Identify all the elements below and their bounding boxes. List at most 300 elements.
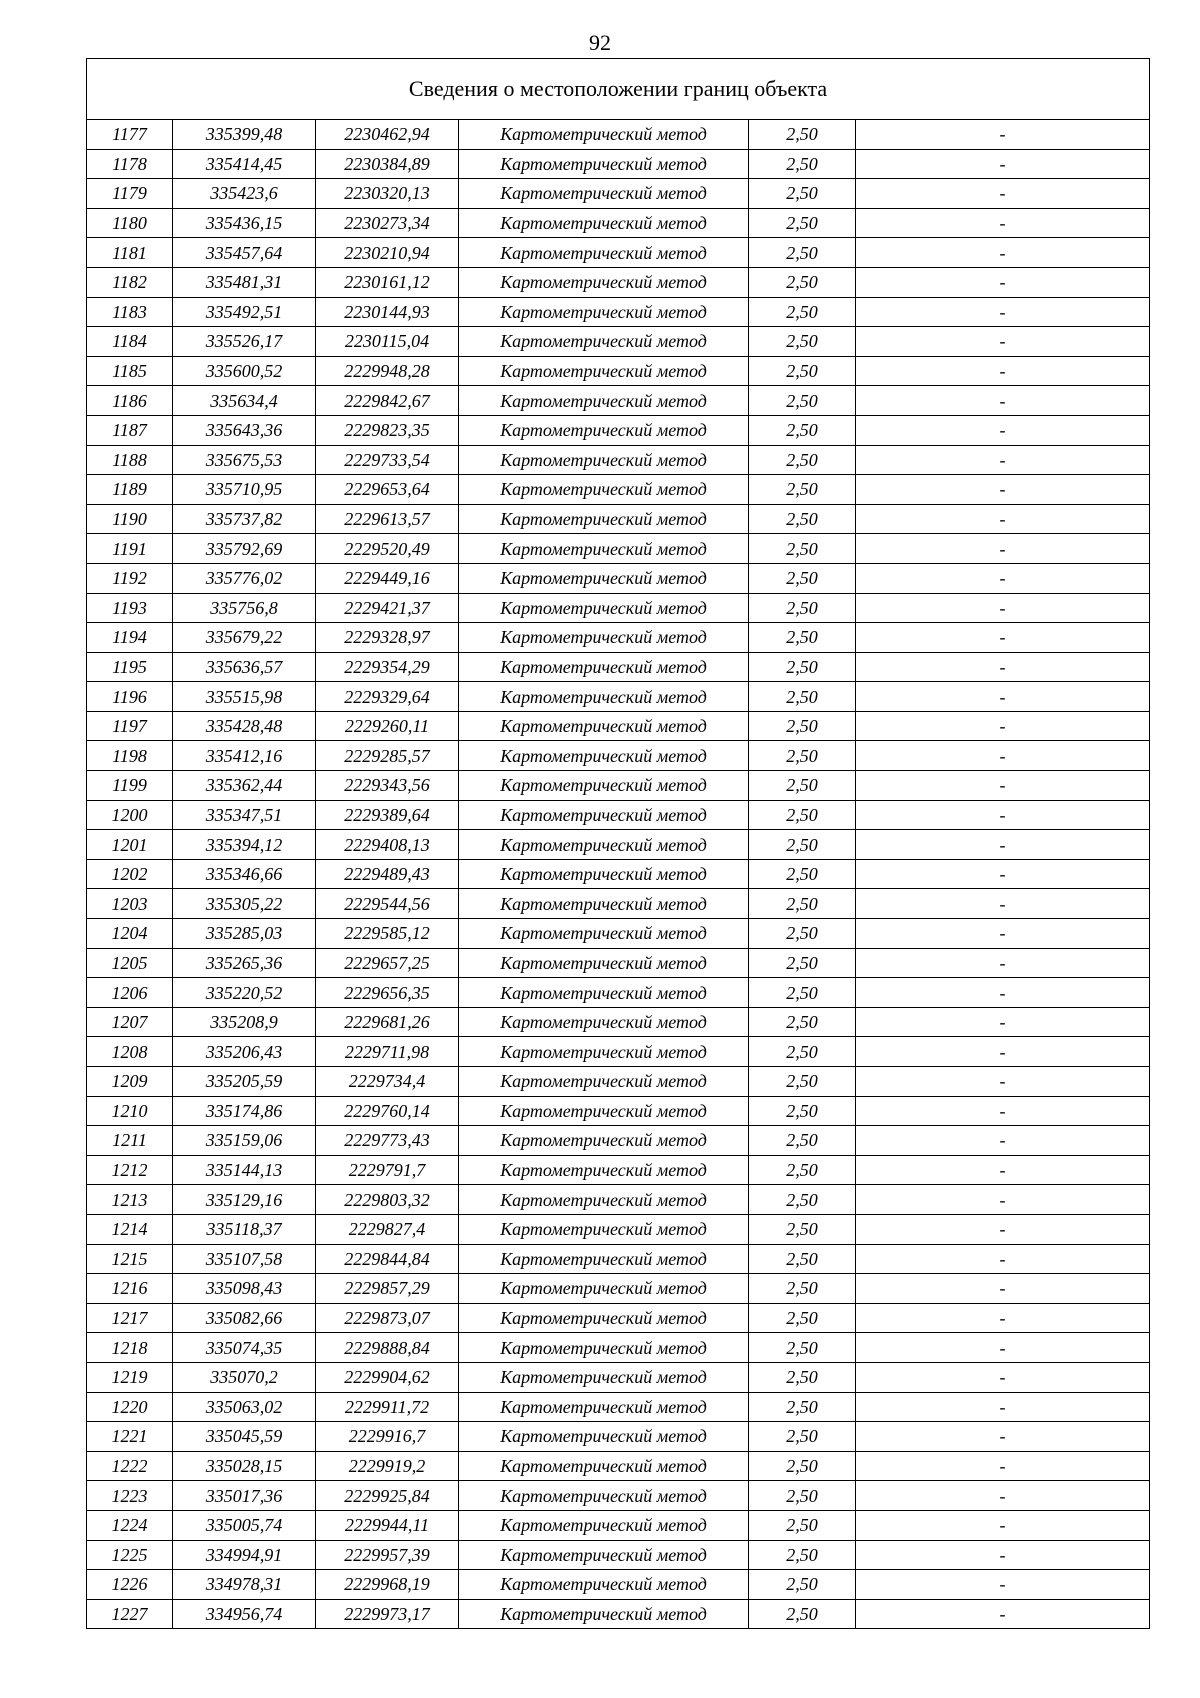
- y-coordinate-cell: 2229681,26: [316, 1007, 459, 1037]
- description-cell: -: [856, 623, 1150, 653]
- point-number-cell: 1204: [87, 919, 173, 949]
- table-row: [87, 1510, 1150, 1540]
- accuracy-cell: 2,50: [749, 327, 856, 357]
- point-number-cell: 1212: [87, 1155, 173, 1185]
- table-row: [87, 1362, 1150, 1392]
- y-coordinate-cell: 2229585,12: [316, 919, 459, 949]
- y-coordinate-cell: 2230161,12: [316, 267, 459, 297]
- method-cell: Картометрический метод: [459, 1037, 749, 1067]
- point-number-cell: 1223: [87, 1481, 173, 1511]
- description-cell: -: [856, 504, 1150, 534]
- y-coordinate-cell: 2230320,13: [316, 179, 459, 209]
- x-coordinate-cell: 335436,15: [173, 208, 316, 238]
- point-number-cell: 1200: [87, 800, 173, 830]
- accuracy-cell: 2,50: [749, 1155, 856, 1185]
- y-coordinate-cell: 2229613,57: [316, 504, 459, 534]
- point-number-cell: 1206: [87, 978, 173, 1008]
- method-cell: Картометрический метод: [459, 593, 749, 623]
- y-coordinate-cell: 2229919,2: [316, 1451, 459, 1481]
- y-coordinate-cell: 2229957,39: [316, 1540, 459, 1570]
- table-row: [87, 149, 1150, 179]
- point-number-cell: 1190: [87, 504, 173, 534]
- y-coordinate-cell: 2229944,11: [316, 1510, 459, 1540]
- y-coordinate-cell: 2229911,72: [316, 1392, 459, 1422]
- method-cell: Картометрический метод: [459, 563, 749, 593]
- point-number-cell: 1193: [87, 593, 173, 623]
- table-row: [87, 771, 1150, 801]
- method-cell: Картометрический метод: [459, 1274, 749, 1304]
- y-coordinate-cell: 2229827,4: [316, 1214, 459, 1244]
- y-coordinate-cell: 2229544,56: [316, 889, 459, 919]
- y-coordinate-cell: 2229343,56: [316, 771, 459, 801]
- accuracy-cell: 2,50: [749, 623, 856, 653]
- method-cell: Картометрический метод: [459, 1599, 749, 1629]
- point-number-cell: 1180: [87, 208, 173, 238]
- table-row: [87, 297, 1150, 327]
- accuracy-cell: 2,50: [749, 948, 856, 978]
- description-cell: -: [856, 386, 1150, 416]
- point-number-cell: 1196: [87, 682, 173, 712]
- accuracy-cell: 2,50: [749, 1274, 856, 1304]
- table-row: [87, 1303, 1150, 1333]
- table-row: [87, 1096, 1150, 1126]
- method-cell: Картометрический метод: [459, 356, 749, 386]
- description-cell: -: [856, 356, 1150, 386]
- y-coordinate-cell: 2229520,49: [316, 534, 459, 564]
- y-coordinate-cell: 2229916,7: [316, 1422, 459, 1452]
- x-coordinate-cell: 335074,35: [173, 1333, 316, 1363]
- table-row: [87, 593, 1150, 623]
- method-cell: Картометрический метод: [459, 1481, 749, 1511]
- accuracy-cell: 2,50: [749, 1570, 856, 1600]
- x-coordinate-cell: 335399,48: [173, 120, 316, 150]
- method-cell: Картометрический метод: [459, 1126, 749, 1156]
- table-row: [87, 1451, 1150, 1481]
- table-row: [87, 1540, 1150, 1570]
- method-cell: Картометрический метод: [459, 179, 749, 209]
- method-cell: Картометрический метод: [459, 1185, 749, 1215]
- method-cell: Картометрический метод: [459, 1540, 749, 1570]
- accuracy-cell: 2,50: [749, 1303, 856, 1333]
- y-coordinate-cell: 2229329,64: [316, 682, 459, 712]
- description-cell: -: [856, 948, 1150, 978]
- method-cell: Картометрический метод: [459, 1510, 749, 1540]
- accuracy-cell: 2,50: [749, 741, 856, 771]
- table-row: [87, 208, 1150, 238]
- accuracy-cell: 2,50: [749, 504, 856, 534]
- method-cell: Картометрический метод: [459, 978, 749, 1008]
- accuracy-cell: 2,50: [749, 859, 856, 889]
- y-coordinate-cell: 2229904,62: [316, 1362, 459, 1392]
- x-coordinate-cell: 334994,91: [173, 1540, 316, 1570]
- x-coordinate-cell: 335220,52: [173, 978, 316, 1008]
- accuracy-cell: 2,50: [749, 238, 856, 268]
- x-coordinate-cell: 335265,36: [173, 948, 316, 978]
- method-cell: Картометрический метод: [459, 327, 749, 357]
- x-coordinate-cell: 335710,95: [173, 475, 316, 505]
- table-row: [87, 1007, 1150, 1037]
- x-coordinate-cell: 335285,03: [173, 919, 316, 949]
- description-cell: -: [856, 1067, 1150, 1097]
- description-cell: -: [856, 1214, 1150, 1244]
- x-coordinate-cell: 335414,45: [173, 149, 316, 179]
- method-cell: Картометрический метод: [459, 1155, 749, 1185]
- accuracy-cell: 2,50: [749, 919, 856, 949]
- point-number-cell: 1222: [87, 1451, 173, 1481]
- table-row: [87, 1422, 1150, 1452]
- point-number-cell: 1218: [87, 1333, 173, 1363]
- description-cell: -: [856, 267, 1150, 297]
- method-cell: Картометрический метод: [459, 830, 749, 860]
- table-row: [87, 238, 1150, 268]
- method-cell: Картометрический метод: [459, 415, 749, 445]
- y-coordinate-cell: 2230115,04: [316, 327, 459, 357]
- table-row: [87, 563, 1150, 593]
- accuracy-cell: 2,50: [749, 415, 856, 445]
- accuracy-cell: 2,50: [749, 1007, 856, 1037]
- x-coordinate-cell: 335107,58: [173, 1244, 316, 1274]
- x-coordinate-cell: 335098,43: [173, 1274, 316, 1304]
- point-number-cell: 1184: [87, 327, 173, 357]
- y-coordinate-cell: 2229260,11: [316, 711, 459, 741]
- y-coordinate-cell: 2229925,84: [316, 1481, 459, 1511]
- y-coordinate-cell: 2229968,19: [316, 1570, 459, 1600]
- y-coordinate-cell: 2229773,43: [316, 1126, 459, 1156]
- point-number-cell: 1217: [87, 1303, 173, 1333]
- y-coordinate-cell: 2229328,97: [316, 623, 459, 653]
- x-coordinate-cell: 335600,52: [173, 356, 316, 386]
- y-coordinate-cell: 2229823,35: [316, 415, 459, 445]
- y-coordinate-cell: 2230273,34: [316, 208, 459, 238]
- point-number-cell: 1205: [87, 948, 173, 978]
- description-cell: -: [856, 1244, 1150, 1274]
- x-coordinate-cell: 335526,17: [173, 327, 316, 357]
- method-cell: Картометрический метод: [459, 1422, 749, 1452]
- point-number-cell: 1211: [87, 1126, 173, 1156]
- table-row: [87, 1481, 1150, 1511]
- x-coordinate-cell: 335082,66: [173, 1303, 316, 1333]
- y-coordinate-cell: 2229844,84: [316, 1244, 459, 1274]
- description-cell: -: [856, 830, 1150, 860]
- y-coordinate-cell: 2230384,89: [316, 149, 459, 179]
- x-coordinate-cell: 335129,16: [173, 1185, 316, 1215]
- method-cell: Картометрический метод: [459, 1303, 749, 1333]
- accuracy-cell: 2,50: [749, 1126, 856, 1156]
- method-cell: Картометрический метод: [459, 1214, 749, 1244]
- description-cell: -: [856, 1274, 1150, 1304]
- x-coordinate-cell: 335362,44: [173, 771, 316, 801]
- point-number-cell: 1177: [87, 120, 173, 150]
- point-number-cell: 1227: [87, 1599, 173, 1629]
- method-cell: Картометрический метод: [459, 534, 749, 564]
- table-row: [87, 1185, 1150, 1215]
- point-number-cell: 1213: [87, 1185, 173, 1215]
- y-coordinate-cell: 2229873,07: [316, 1303, 459, 1333]
- point-number-cell: 1220: [87, 1392, 173, 1422]
- y-coordinate-cell: 2229421,37: [316, 593, 459, 623]
- x-coordinate-cell: 335174,86: [173, 1096, 316, 1126]
- y-coordinate-cell: 2229791,7: [316, 1155, 459, 1185]
- x-coordinate-cell: 335028,15: [173, 1451, 316, 1481]
- description-cell: -: [856, 179, 1150, 209]
- method-cell: Картометрический метод: [459, 771, 749, 801]
- description-cell: -: [856, 1570, 1150, 1600]
- accuracy-cell: 2,50: [749, 475, 856, 505]
- accuracy-cell: 2,50: [749, 1067, 856, 1097]
- table-row: [87, 711, 1150, 741]
- x-coordinate-cell: 335305,22: [173, 889, 316, 919]
- accuracy-cell: 2,50: [749, 149, 856, 179]
- point-number-cell: 1225: [87, 1540, 173, 1570]
- table-row: [87, 682, 1150, 712]
- description-cell: -: [856, 1540, 1150, 1570]
- point-number-cell: 1189: [87, 475, 173, 505]
- x-coordinate-cell: 334978,31: [173, 1570, 316, 1600]
- description-cell: -: [856, 1096, 1150, 1126]
- description-cell: -: [856, 1451, 1150, 1481]
- table-row: [87, 1392, 1150, 1422]
- accuracy-cell: 2,50: [749, 445, 856, 475]
- accuracy-cell: 2,50: [749, 1599, 856, 1629]
- table-row: [87, 948, 1150, 978]
- method-cell: Картометрический метод: [459, 267, 749, 297]
- method-cell: Картометрический метод: [459, 889, 749, 919]
- table-row: [87, 1067, 1150, 1097]
- method-cell: Картометрический метод: [459, 741, 749, 771]
- point-number-cell: 1187: [87, 415, 173, 445]
- boundary-coordinates-table: [86, 58, 1150, 1629]
- accuracy-cell: 2,50: [749, 978, 856, 1008]
- table-row: [87, 120, 1150, 150]
- table-row: [87, 978, 1150, 1008]
- description-cell: -: [856, 1126, 1150, 1156]
- method-cell: Картометрический метод: [459, 475, 749, 505]
- y-coordinate-cell: 2230210,94: [316, 238, 459, 268]
- point-number-cell: 1226: [87, 1570, 173, 1600]
- description-cell: -: [856, 208, 1150, 238]
- y-coordinate-cell: 2229354,29: [316, 652, 459, 682]
- method-cell: Картометрический метод: [459, 504, 749, 534]
- accuracy-cell: 2,50: [749, 1244, 856, 1274]
- x-coordinate-cell: 335118,37: [173, 1214, 316, 1244]
- x-coordinate-cell: 335346,66: [173, 859, 316, 889]
- x-coordinate-cell: 335017,36: [173, 1481, 316, 1511]
- x-coordinate-cell: 335492,51: [173, 297, 316, 327]
- y-coordinate-cell: 2229803,32: [316, 1185, 459, 1215]
- method-cell: Картометрический метод: [459, 859, 749, 889]
- method-cell: Картометрический метод: [459, 297, 749, 327]
- description-cell: -: [856, 593, 1150, 623]
- accuracy-cell: 2,50: [749, 889, 856, 919]
- y-coordinate-cell: 2229733,54: [316, 445, 459, 475]
- table-row: [87, 504, 1150, 534]
- accuracy-cell: 2,50: [749, 1451, 856, 1481]
- accuracy-cell: 2,50: [749, 534, 856, 564]
- accuracy-cell: 2,50: [749, 1392, 856, 1422]
- point-number-cell: 1209: [87, 1067, 173, 1097]
- page-number: 92: [589, 30, 611, 55]
- point-number-cell: 1203: [87, 889, 173, 919]
- table-row: [87, 267, 1150, 297]
- method-cell: Картометрический метод: [459, 919, 749, 949]
- y-coordinate-cell: 2229711,98: [316, 1037, 459, 1067]
- accuracy-cell: 2,50: [749, 386, 856, 416]
- x-coordinate-cell: 335428,48: [173, 711, 316, 741]
- description-cell: -: [856, 1037, 1150, 1067]
- table-row: [87, 475, 1150, 505]
- table-row: [87, 1155, 1150, 1185]
- method-cell: Картометрический метод: [459, 1007, 749, 1037]
- x-coordinate-cell: 335756,8: [173, 593, 316, 623]
- description-cell: -: [856, 711, 1150, 741]
- x-coordinate-cell: 335675,53: [173, 445, 316, 475]
- method-cell: Картометрический метод: [459, 800, 749, 830]
- y-coordinate-cell: 2229734,4: [316, 1067, 459, 1097]
- accuracy-cell: 2,50: [749, 771, 856, 801]
- description-cell: -: [856, 415, 1150, 445]
- x-coordinate-cell: 335515,98: [173, 682, 316, 712]
- y-coordinate-cell: 2229656,35: [316, 978, 459, 1008]
- description-cell: -: [856, 120, 1150, 150]
- x-coordinate-cell: 335776,02: [173, 563, 316, 593]
- y-coordinate-cell: 2229489,43: [316, 859, 459, 889]
- description-cell: -: [856, 1422, 1150, 1452]
- point-number-cell: 1201: [87, 830, 173, 860]
- y-coordinate-cell: 2229973,17: [316, 1599, 459, 1629]
- accuracy-cell: 2,50: [749, 1510, 856, 1540]
- x-coordinate-cell: 335070,2: [173, 1362, 316, 1392]
- method-cell: Картометрический метод: [459, 149, 749, 179]
- table-row: [87, 741, 1150, 771]
- accuracy-cell: 2,50: [749, 1481, 856, 1511]
- method-cell: Картометрический метод: [459, 445, 749, 475]
- method-cell: Картометрический метод: [459, 1451, 749, 1481]
- table-row: [87, 919, 1150, 949]
- accuracy-cell: 2,50: [749, 711, 856, 741]
- accuracy-cell: 2,50: [749, 682, 856, 712]
- description-cell: -: [856, 1333, 1150, 1363]
- description-cell: -: [856, 800, 1150, 830]
- description-cell: -: [856, 563, 1150, 593]
- y-coordinate-cell: 2229285,57: [316, 741, 459, 771]
- x-coordinate-cell: 335063,02: [173, 1392, 316, 1422]
- accuracy-cell: 2,50: [749, 267, 856, 297]
- x-coordinate-cell: 335423,6: [173, 179, 316, 209]
- x-coordinate-cell: 335412,16: [173, 741, 316, 771]
- method-cell: Картометрический метод: [459, 711, 749, 741]
- point-number-cell: 1194: [87, 623, 173, 653]
- point-number-cell: 1191: [87, 534, 173, 564]
- accuracy-cell: 2,50: [749, 1214, 856, 1244]
- description-cell: -: [856, 771, 1150, 801]
- description-cell: -: [856, 682, 1150, 712]
- accuracy-cell: 2,50: [749, 1096, 856, 1126]
- table-row: [87, 830, 1150, 860]
- accuracy-cell: 2,50: [749, 356, 856, 386]
- point-number-cell: 1183: [87, 297, 173, 327]
- table-row: [87, 386, 1150, 416]
- method-cell: Картометрический метод: [459, 1362, 749, 1392]
- description-cell: -: [856, 889, 1150, 919]
- y-coordinate-cell: 2230144,93: [316, 297, 459, 327]
- description-cell: -: [856, 919, 1150, 949]
- description-cell: -: [856, 238, 1150, 268]
- table-row: [87, 415, 1150, 445]
- table-body: [87, 120, 1150, 1629]
- description-cell: -: [856, 1362, 1150, 1392]
- table-row: [87, 534, 1150, 564]
- table-row: [87, 1570, 1150, 1600]
- point-number-cell: 1224: [87, 1510, 173, 1540]
- x-coordinate-cell: 335457,64: [173, 238, 316, 268]
- accuracy-cell: 2,50: [749, 297, 856, 327]
- description-cell: -: [856, 1155, 1150, 1185]
- point-number-cell: 1202: [87, 859, 173, 889]
- description-cell: -: [856, 149, 1150, 179]
- point-number-cell: 1182: [87, 267, 173, 297]
- table-row: [87, 327, 1150, 357]
- x-coordinate-cell: 335792,69: [173, 534, 316, 564]
- point-number-cell: 1178: [87, 149, 173, 179]
- x-coordinate-cell: 335636,57: [173, 652, 316, 682]
- y-coordinate-cell: 2229389,64: [316, 800, 459, 830]
- point-number-cell: 1215: [87, 1244, 173, 1274]
- method-cell: Картометрический метод: [459, 386, 749, 416]
- point-number-cell: 1179: [87, 179, 173, 209]
- description-cell: -: [856, 445, 1150, 475]
- table-row: [87, 1599, 1150, 1629]
- accuracy-cell: 2,50: [749, 830, 856, 860]
- table-row: [87, 445, 1150, 475]
- method-cell: Картометрический метод: [459, 1067, 749, 1097]
- accuracy-cell: 2,50: [749, 120, 856, 150]
- point-number-cell: 1221: [87, 1422, 173, 1452]
- y-coordinate-cell: 2229653,64: [316, 475, 459, 505]
- accuracy-cell: 2,50: [749, 208, 856, 238]
- table-row: [87, 859, 1150, 889]
- accuracy-cell: 2,50: [749, 593, 856, 623]
- method-cell: Картометрический метод: [459, 120, 749, 150]
- y-coordinate-cell: 2229760,14: [316, 1096, 459, 1126]
- method-cell: Картометрический метод: [459, 1570, 749, 1600]
- x-coordinate-cell: 335159,06: [173, 1126, 316, 1156]
- point-number-cell: 1210: [87, 1096, 173, 1126]
- method-cell: Картометрический метод: [459, 652, 749, 682]
- description-cell: -: [856, 534, 1150, 564]
- description-cell: -: [856, 1510, 1150, 1540]
- point-number-cell: 1219: [87, 1362, 173, 1392]
- y-coordinate-cell: 2229888,84: [316, 1333, 459, 1363]
- point-number-cell: 1199: [87, 771, 173, 801]
- point-number-cell: 1192: [87, 563, 173, 593]
- table-row: [87, 889, 1150, 919]
- accuracy-cell: 2,50: [749, 1422, 856, 1452]
- x-coordinate-cell: 335206,43: [173, 1037, 316, 1067]
- x-coordinate-cell: 335045,59: [173, 1422, 316, 1452]
- method-cell: Картометрический метод: [459, 682, 749, 712]
- method-cell: Картометрический метод: [459, 1244, 749, 1274]
- x-coordinate-cell: 335205,59: [173, 1067, 316, 1097]
- x-coordinate-cell: 335679,22: [173, 623, 316, 653]
- y-coordinate-cell: 2229657,25: [316, 948, 459, 978]
- table-caption: Сведения о местоположении границ объекта: [87, 59, 1150, 120]
- accuracy-cell: 2,50: [749, 1185, 856, 1215]
- table-row: [87, 800, 1150, 830]
- description-cell: -: [856, 859, 1150, 889]
- point-number-cell: 1216: [87, 1274, 173, 1304]
- x-coordinate-cell: 335005,74: [173, 1510, 316, 1540]
- x-coordinate-cell: 335643,36: [173, 415, 316, 445]
